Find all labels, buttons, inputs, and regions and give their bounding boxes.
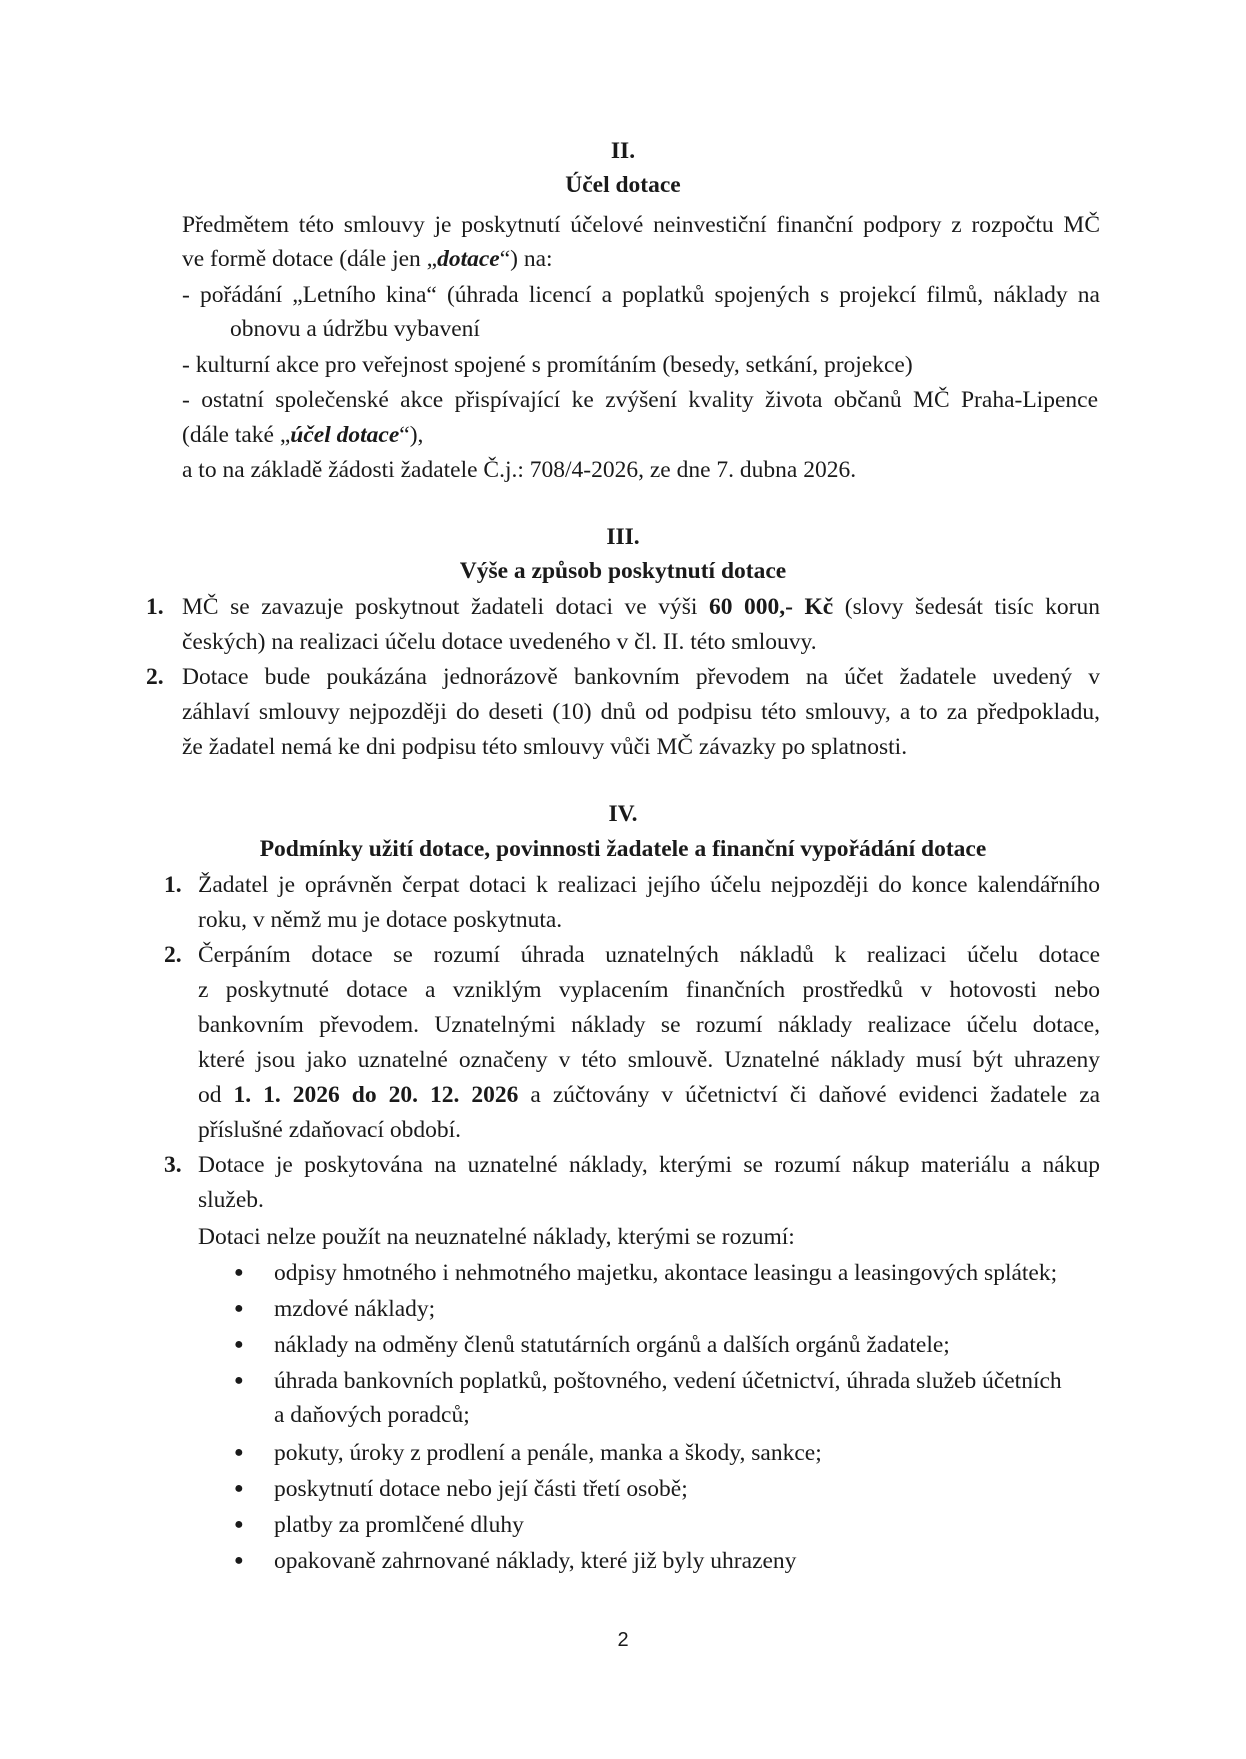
section-2-line-4: obnovu a údržbu vybavení	[230, 316, 480, 342]
bullet-item: úhrada bankovních poplatků, poštovného, vedení účetnictví, úhrada služeb účetních	[274, 1368, 1062, 1394]
bullet-marker: ●	[234, 1336, 244, 1353]
bullet-marker: ●	[234, 1480, 244, 1497]
section-4-item-2-line-4: které jsou jako uznatelné označeny v této smlouvě. Uznatelné náklady musí být uhrazeny	[198, 1047, 1100, 1073]
bullet-item: náklady na odměny členů statutárních orgánů a dalších orgánů žadatele;	[274, 1332, 950, 1358]
section-2-line-8: a to na základě žádosti žadatele Č.j.: 708/4-2026, ze dne 7. dubna 2026.	[182, 457, 857, 483]
section-3-item-2-line-2: záhlaví smlouvy nejpozději do deseti (10) dnů od podpisu této smlouvy, a to za předpokladu,	[182, 699, 1100, 725]
bullet-item: odpisy hmotného i nehmotného majetku, akontace leasingu a leasingových splátek;	[274, 1260, 1058, 1286]
section-4-item-2-line-6: příslušné zdaňovací období.	[198, 1117, 462, 1143]
section-3-item-2-line-3: že žadatel nemá ke dni podpisu této smlouvy vůči MČ závazky po splatnosti.	[182, 734, 908, 760]
section-4-item-2-line-5: od 1. 1. 2026 do 20. 12. 2026 a zúčtovány v účetnictví či daňové evidenci žadatele za	[198, 1082, 1101, 1108]
section-3-item-1-line-1: MČ se zavazuje poskytnout žadateli dotaci ve výši 60 000,- Kč (slovy šedesát tisíc korun	[182, 594, 1100, 620]
section-2-number: II.	[610, 138, 636, 164]
section-4-item-2-line-3: bankovním převodem. Uznatelnými náklady se rozumí náklady realizace účelu dotace,	[198, 1012, 1100, 1038]
section-4-item-3-line-2: služeb.	[198, 1187, 264, 1213]
page-number: 2	[617, 1629, 629, 1651]
bullet-item: platby za promlčené dluhy	[274, 1512, 524, 1538]
section-4-item-3-line-1: Dotace je poskytována na uznatelné náklady, kterými se rozumí nákup materiálu a nákup	[198, 1152, 1100, 1178]
section-4-item-1-line-2: roku, v němž mu je dotace poskytnuta.	[198, 907, 563, 933]
section-2-title: Účel dotace	[565, 172, 681, 198]
section-3-number: III.	[606, 524, 640, 550]
section-2-line-3: - pořádání „Letního kina“ (úhrada licencí a poplatků spojených s projekcí filmů, náklady na	[182, 282, 1100, 308]
section-4-number: IV.	[608, 801, 638, 827]
section-4-item-2-line-2: z poskytnuté dotace a vzniklým vyplacením finančních prostředků v hotovosti nebo	[198, 977, 1100, 1003]
section-2-line-2: ve formě dotace (dále jen „dotace“) na:	[182, 246, 553, 272]
section-3-item-1-number: 1.	[146, 594, 164, 620]
bullet-marker: ●	[234, 1300, 244, 1317]
section-4-item-3-number: 3.	[164, 1152, 182, 1178]
bullet-item-continuation: a daňových poradců;	[274, 1402, 470, 1428]
section-4-item-1-line-1: Žadatel je oprávněn čerpat dotaci k realizaci jejího účelu nejpozději do konce kalendářního	[198, 872, 1100, 898]
section-3-title: Výše a způsob poskytnutí dotace	[459, 558, 787, 584]
section-4-item-3-line-3: Dotaci nelze použít na neuznatelné náklady, kterými se rozumí:	[198, 1224, 795, 1250]
bullet-item: mzdové náklady;	[274, 1296, 436, 1322]
section-2-line-7: (dále také „účel dotace“),	[182, 422, 424, 448]
bullet-marker: ●	[234, 1264, 244, 1281]
bullet-item: opakovaně zahrnované náklady, které již byly uhrazeny	[274, 1548, 797, 1574]
section-2-line-1: Předmětem této smlouvy je poskytnutí účelové neinvestiční finanční podpory z rozpočtu MČ	[182, 212, 1100, 238]
bullet-marker: ●	[234, 1516, 244, 1533]
section-3-item-1-line-2: českých) na realizaci účelu dotace uvedeného v čl. II. této smlouvy.	[182, 629, 817, 655]
bullet-marker: ●	[234, 1552, 244, 1569]
bullet-item: pokuty, úroky z prodlení a penále, manka a škody, sankce;	[274, 1440, 822, 1466]
bullet-item: poskytnutí dotace nebo její části třetí osobě;	[274, 1476, 688, 1502]
bullet-marker: ●	[234, 1372, 244, 1389]
section-3-item-2-line-1: Dotace bude poukázána jednorázově bankovním převodem na účet žadatele uvedený v	[182, 664, 1100, 690]
section-2-line-6: - ostatní společenské akce přispívající ke zvýšení kvality života občanů MČ Praha-Lipence	[182, 387, 1098, 413]
section-4-item-2-number: 2.	[164, 942, 182, 968]
bullet-marker: ●	[234, 1444, 244, 1461]
section-4-item-2-line-1: Čerpáním dotace se rozumí úhrada uznatelných nákladů k realizaci účelu dotace	[198, 942, 1100, 968]
section-3-item-2-number: 2.	[146, 664, 164, 690]
section-4-title: Podmínky užití dotace, povinnosti žadatele a finanční vypořádání dotace	[259, 836, 987, 862]
section-2-line-5: - kulturní akce pro veřejnost spojené s promítáním (besedy, setkání, projekce)	[182, 352, 913, 378]
section-4-item-1-number: 1.	[164, 872, 182, 898]
